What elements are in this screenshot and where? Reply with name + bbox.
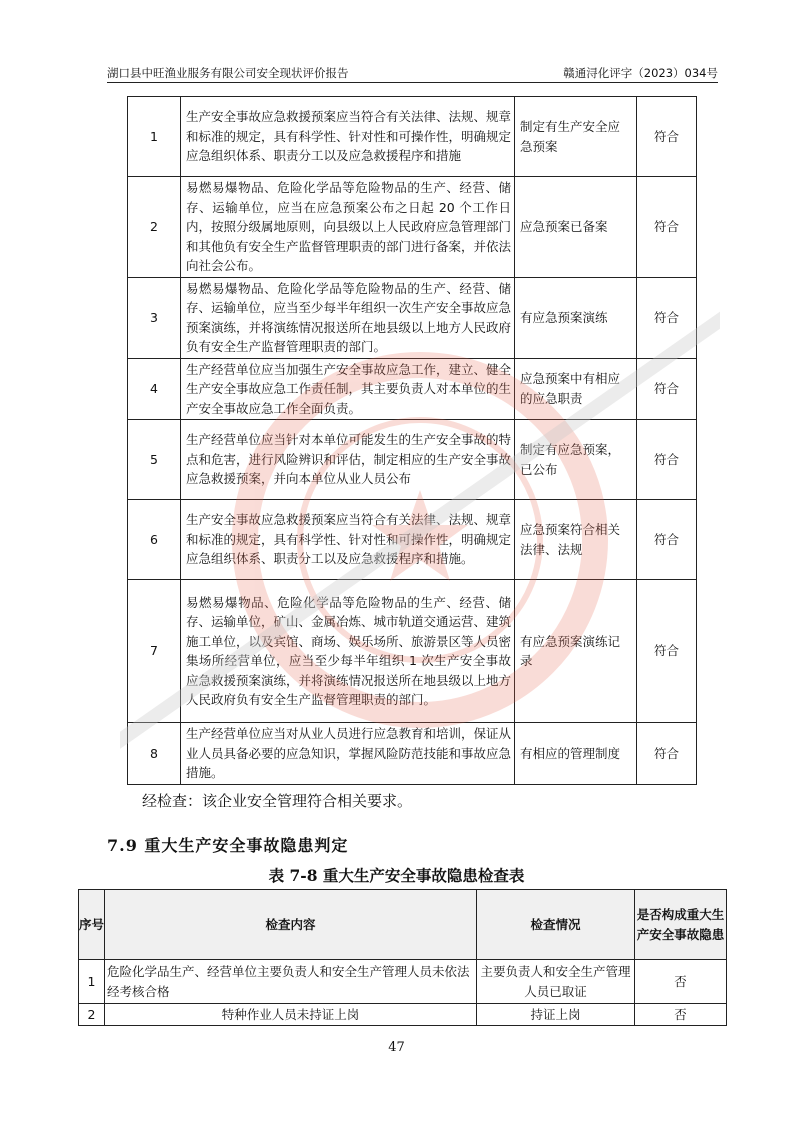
header-content: 检查内容 (105, 890, 477, 960)
check-status: 应急预案中有相应的应急职责 (515, 358, 637, 420)
check-content: 特种作业人员未持证上岗 (105, 1004, 477, 1026)
check-status: 主要负责人和安全生产管理人员已取证 (477, 960, 635, 1004)
table-row (79, 1004, 727, 1026)
check-status: 有相应的管理制度 (515, 723, 637, 785)
check-status: 应急预案符合相关法律、法规 (515, 500, 637, 580)
check-content: 生产经营单位应当加强生产安全事故应急工作，建立、健全生产安全事故应急工作责任制，其主要负责人对本单位的生产安全事故应急工作全面负责。 (181, 358, 515, 420)
table-row (128, 580, 697, 723)
row-number: 2 (128, 177, 181, 278)
row-number: 4 (128, 358, 181, 420)
page-header (107, 62, 718, 83)
page-number: 47 (388, 1040, 405, 1055)
table-row (128, 500, 697, 580)
inspection-conclusion: 经检查：该企业安全管理符合相关要求。 (142, 792, 413, 810)
major-hazard-table (78, 889, 727, 1026)
header-no: 序号 (79, 890, 105, 960)
check-status: 制定有应急预案，已公布 (515, 420, 637, 500)
check-result: 否 (635, 960, 727, 1004)
check-status: 持证上岗 (477, 1004, 635, 1026)
check-result: 否 (635, 1004, 727, 1026)
check-result: 符合 (637, 580, 697, 723)
table-row (128, 358, 697, 420)
report-title: 湖口县中旺渔业服务有限公司安全现状评价报告 (107, 66, 349, 80)
check-result: 符合 (637, 97, 697, 177)
check-status: 制定有生产安全应急预案 (515, 97, 637, 177)
row-number: 5 (128, 420, 181, 500)
table-row (128, 97, 697, 177)
check-result: 符合 (637, 723, 697, 785)
row-number: 1 (79, 960, 105, 1004)
table-row (128, 723, 697, 785)
table-caption: 表 7-8 重大生产安全事故隐患检查表 (268, 866, 525, 885)
header-result: 是否构成重大生产安全事故隐患 (635, 890, 727, 960)
check-result: 符合 (637, 420, 697, 500)
check-content: 危险化学品生产、经营单位主要负责人和安全生产管理人员未依法经考核合格 (105, 960, 477, 1004)
check-content: 易燃易爆物品、危险化学品等危险物品的生产、经营、储存、运输单位，矿山、金属冶炼、城市轨道交通运营、建筑施工单位，以及宾馆、商场、娱乐场所、旅游景区等人员密集场所经营单位，应当至少每半年组织 1 次生产安全事故应急救援预案演练，并将演练情况报送所在地县级以上地方人民政府负有安全生产监督管理职责的部门。 (181, 580, 515, 723)
check-content: 易燃易爆物品、危险化学品等危险物品的生产、经营、储存、运输单位，应当至少每半年组织一次生产安全事故应急预案演练，并将演练情况报送所在地县级以上地方人民政府负有安全生产监督管理职责的部门。 (181, 277, 515, 358)
check-result: 符合 (637, 277, 697, 358)
table-header-row (79, 890, 727, 960)
row-number: 2 (79, 1004, 105, 1026)
row-number: 3 (128, 277, 181, 358)
table-row (79, 960, 727, 1004)
check-result: 符合 (637, 358, 697, 420)
table-row (128, 177, 697, 278)
check-status: 应急预案已备案 (515, 177, 637, 278)
table-row (128, 420, 697, 500)
check-content: 生产安全事故应急救援预案应当符合有关法律、法规、规章和标准的规定，具有科学性、针对性和可操作性，明确规定应急组织体系、职责分工以及应急救援程序和措施。 (181, 500, 515, 580)
header-status: 检查情况 (477, 890, 635, 960)
check-result: 符合 (637, 177, 697, 278)
check-content: 生产经营单位应当对从业人员进行应急教育和培训，保证从业人员具备必要的应急知识，掌握风险防范技能和事故应急措施。 (181, 723, 515, 785)
table-row (128, 277, 697, 358)
check-status: 有应急预案演练记录 (515, 580, 637, 723)
section-heading: 7.9 重大生产安全事故隐患判定 (107, 836, 349, 855)
row-number: 1 (128, 97, 181, 177)
check-content: 易燃易爆物品、危险化学品等危险物品的生产、经营、储存、运输单位，应当在应急预案公布之日起 20 个工作日内，按照分级属地原则，向县级以上人民政府应急管理部门和其他负有安全生产监督管理职责的部门进行备案，并依法向社会公布。 (181, 177, 515, 278)
check-status: 有应急预案演练 (515, 277, 637, 358)
row-number: 8 (128, 723, 181, 785)
check-result: 符合 (637, 500, 697, 580)
row-number: 6 (128, 500, 181, 580)
compliance-table (127, 96, 697, 785)
report-number: 赣通浔化评字（2023）034号 (563, 66, 718, 80)
check-content: 生产经营单位应当针对本单位可能发生的生产安全事故的特点和危害，进行风险辨识和评估，制定相应的生产安全事故应急救援预案，并向本单位从业人员公布 (181, 420, 515, 500)
row-number: 7 (128, 580, 181, 723)
check-content: 生产安全事故应急救援预案应当符合有关法律、法规、规章和标准的规定，具有科学性、针对性和可操作性，明确规定应急组织体系、职责分工以及应急救援程序和措施 (181, 97, 515, 177)
